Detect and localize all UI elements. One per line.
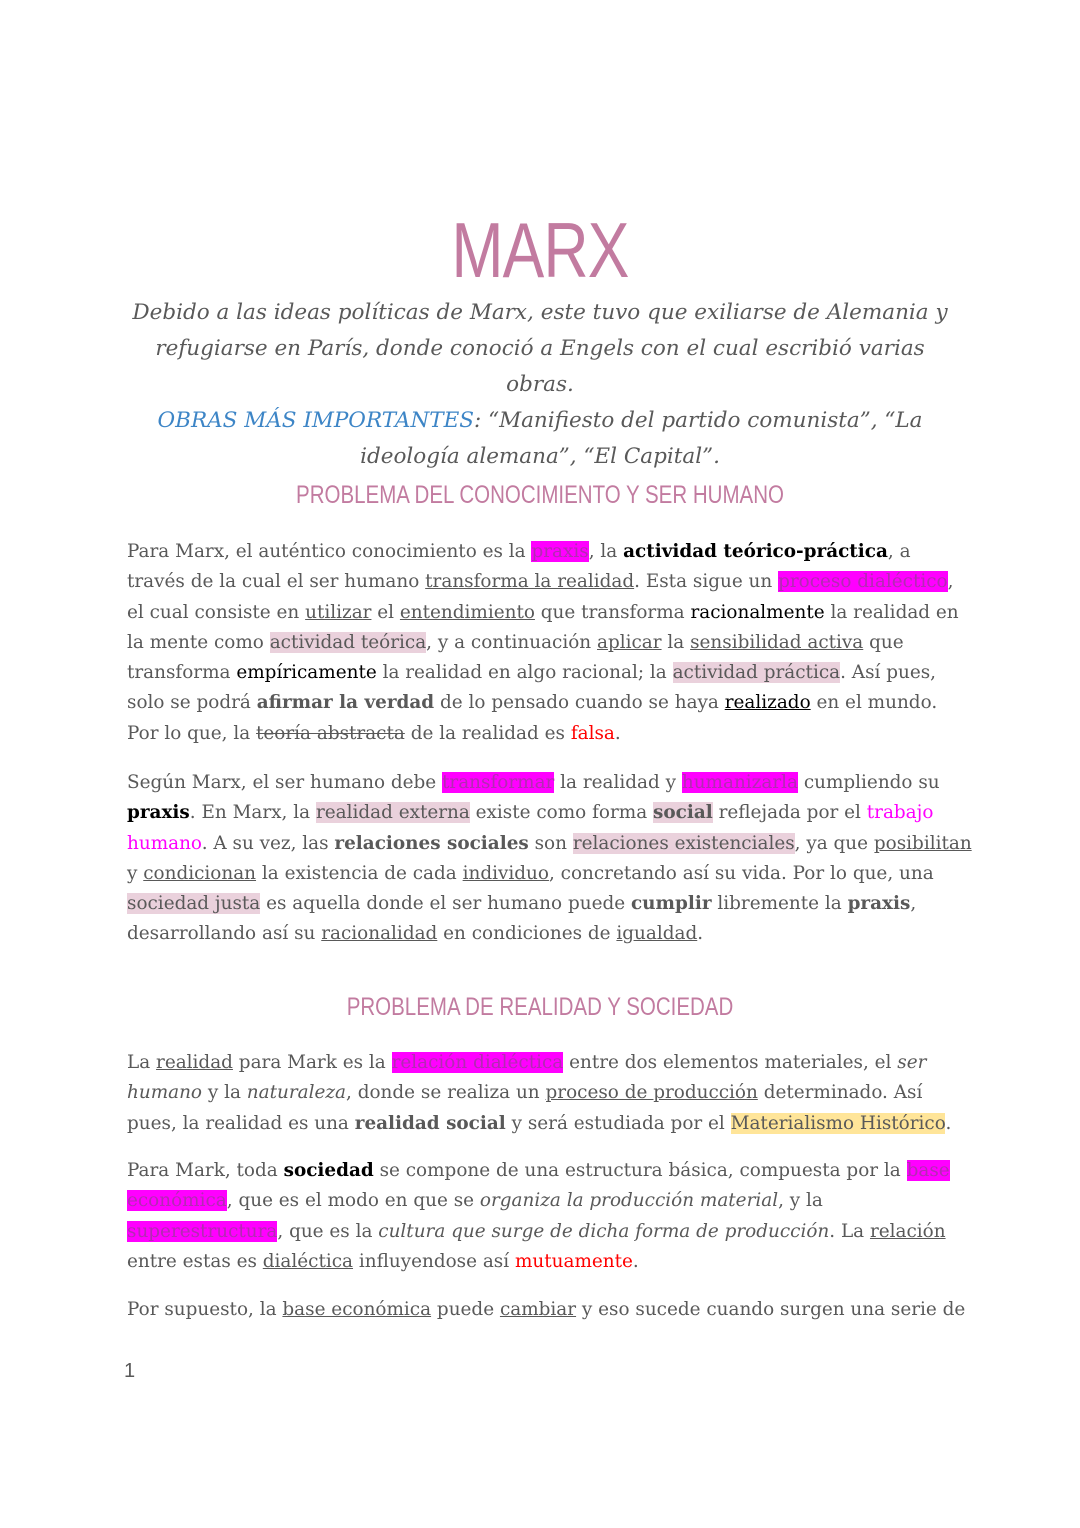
text-run: posibilitan — [873, 832, 972, 854]
intro-paragraph — [120, 295, 960, 475]
text-line — [127, 1217, 957, 1247]
text-run: , donde se realiza un — [346, 1082, 546, 1104]
text-run: . — [697, 923, 704, 945]
text-run: . A su vez, las — [201, 832, 335, 854]
text-line — [127, 567, 957, 597]
text-run: . En Marx, la — [189, 802, 316, 824]
text-run: la realidad y — [554, 772, 682, 793]
text-run: relaciones existenciales — [572, 832, 795, 854]
text-line — [127, 1186, 957, 1216]
text-run: igualdad — [616, 923, 698, 945]
text-line — [127, 1247, 957, 1277]
text-run: ser — [897, 1052, 927, 1073]
text-run: libremente la — [711, 893, 848, 915]
text-line — [127, 859, 957, 889]
text-run: , — [947, 571, 954, 593]
text-run: , y a continuación — [426, 631, 597, 653]
paragraph — [127, 1295, 966, 1325]
text-line — [127, 1295, 966, 1325]
text-run: falsa — [570, 722, 615, 744]
document-title: MARX — [451, 206, 629, 294]
text-line — [127, 658, 957, 688]
text-run: que — [863, 631, 904, 653]
text-run: económica — [127, 1190, 227, 1212]
text-run: y la — [202, 1082, 247, 1104]
text-run: realizado — [724, 692, 811, 714]
text-run: praxis — [127, 802, 190, 824]
text-run: praxis — [847, 893, 911, 915]
text-line — [127, 768, 957, 798]
text-run: influyendose así — [353, 1250, 515, 1272]
text-run: racionalidad — [321, 923, 438, 945]
text-run: cumpliendo su — [797, 772, 940, 793]
section-heading-conocimiento: PROBLEMA DEL CONOCIMIENTO Y SER HUMANO — [296, 481, 784, 509]
text-run: organiza la producción material — [479, 1190, 779, 1212]
text-run: Según Marx, el ser humano debe — [127, 772, 443, 793]
text-run: empíricamente — [236, 662, 377, 684]
text-run: condicionan — [143, 862, 257, 884]
text-run: . — [614, 722, 621, 744]
text-run: racionalmente — [690, 601, 825, 623]
text-run: , ya que — [794, 832, 874, 854]
text-run: actividad teórica — [269, 631, 427, 653]
text-run: actividad práctica — [672, 662, 841, 684]
text-run: la mente como — [127, 631, 270, 653]
text-run: social — [653, 802, 713, 824]
text-run: , que es la — [277, 1220, 379, 1242]
intro-line — [120, 403, 960, 439]
text-run: es aquella donde el ser humano puede — [260, 893, 631, 915]
text-line — [127, 1156, 957, 1186]
text-line — [127, 829, 972, 859]
text-run: dialéctica — [262, 1250, 354, 1272]
text-run: y eso sucede cuando surgen una serie de — [576, 1299, 966, 1320]
text-run: , concretando así su vida. Por lo que, una — [548, 862, 934, 884]
text-run: , la — [588, 541, 624, 562]
text-run: aplicar — [597, 631, 662, 653]
text-run: y será estudiada por el — [505, 1112, 731, 1134]
intro-line: Debido a las ideas políticas de Marx, este tuvo que exiliarse de Alemania y — [132, 300, 948, 325]
intro-line: refugiarse en París, donde conoció a Engels con el cual escribió varias obras. — [155, 336, 925, 397]
text-line — [127, 1078, 957, 1108]
paragraph — [127, 1156, 957, 1277]
text-run: solo se podrá — [127, 692, 257, 714]
text-run: naturaleza — [246, 1082, 347, 1104]
text-run: humano — [127, 1082, 203, 1104]
section-heading-realidad: PROBLEMA DE REALIDAD Y SOCIEDAD — [346, 993, 734, 1021]
text-run: . — [632, 1250, 639, 1272]
text-line — [127, 537, 957, 567]
text-run: mutuamente — [514, 1250, 633, 1272]
text-run: transformar — [442, 772, 555, 793]
text-run: el cual consiste en — [127, 601, 306, 623]
text-run: pues, la realidad es una — [127, 1112, 355, 1134]
text-run: sociedad — [283, 1160, 374, 1181]
text-run: desarrollando así su — [127, 923, 322, 945]
text-run: cambiar — [499, 1299, 577, 1320]
text-run: relación — [869, 1220, 946, 1242]
text-run: en el mundo. — [810, 692, 938, 714]
text-run: individuo — [462, 862, 549, 884]
text-run: la realidad en algo racional; la — [376, 662, 673, 684]
text-run: son — [528, 832, 573, 854]
text-run: utilizar — [305, 601, 372, 623]
text-run: sociedad justa — [127, 893, 261, 915]
text-line — [127, 919, 957, 949]
text-run: través de la cual el ser humano — [127, 571, 426, 593]
text-run: determinado. Así — [757, 1082, 923, 1104]
text-line — [127, 719, 957, 749]
text-run: la — [661, 631, 691, 653]
text-run: superestructura — [127, 1220, 278, 1242]
text-run: el — [371, 601, 400, 623]
text-run: , a — [887, 541, 911, 562]
text-run: Por supuesto, la — [127, 1299, 283, 1320]
text-run: proceso dialéctico — [778, 571, 948, 593]
text-run: afirmar la verdad — [256, 692, 435, 714]
page-number: 1 — [124, 1360, 136, 1382]
text-run: sensibilidad activa — [690, 631, 864, 653]
text-run: para Mark es la — [232, 1052, 392, 1073]
text-run: . Así pues, — [840, 662, 937, 684]
intro-line: ideología alemana”, “El Capital”. — [360, 444, 720, 469]
obras-list: : “Manifiesto del partido comunista”, “La — [474, 408, 923, 433]
text-run: Materialismo Histórico — [730, 1112, 946, 1134]
text-run: existe como forma — [469, 802, 654, 824]
text-run: relaciones sociales — [334, 832, 529, 854]
text-run: la existencia de cada — [256, 862, 463, 884]
text-run: de lo pensado cuando se haya — [434, 692, 725, 714]
text-run: teoría abstracta — [256, 722, 405, 744]
text-run: , que es el modo en que se — [226, 1190, 480, 1212]
text-run: trabajo — [866, 802, 934, 824]
text-run: humanizarla — [681, 772, 798, 793]
text-run: entre estas es — [127, 1250, 263, 1272]
text-run: puede — [431, 1299, 500, 1320]
text-run: , y la — [778, 1190, 823, 1212]
paragraph — [127, 537, 957, 749]
text-run: praxis — [531, 541, 589, 562]
text-run: que transforma — [534, 601, 691, 623]
text-run: , — [910, 893, 917, 915]
text-run: cumplir — [630, 893, 712, 915]
text-run: . — [945, 1112, 952, 1134]
text-run: se compone de una estructura básica, compuesta por la — [373, 1160, 907, 1181]
text-run: Por lo que, la — [127, 722, 257, 744]
text-run: la realidad en — [824, 601, 959, 623]
text-run: transforma — [127, 662, 237, 684]
text-run: cultura que surge de dicha forma de producción — [378, 1220, 830, 1242]
text-line — [127, 628, 957, 658]
text-run: realidad social — [354, 1112, 506, 1134]
text-run: entre dos elementos materiales, el — [563, 1052, 898, 1073]
text-line — [127, 1048, 957, 1078]
text-run: reflejada por el — [712, 802, 867, 824]
text-run: y — [127, 862, 144, 884]
paragraph — [127, 768, 972, 950]
text-run: realidad — [156, 1052, 233, 1073]
text-run: La — [127, 1052, 157, 1073]
text-line — [127, 688, 957, 718]
text-run: proceso de producción — [545, 1082, 758, 1104]
text-run: de la realidad es — [404, 722, 571, 744]
text-line — [127, 798, 957, 828]
text-run: base económica — [282, 1299, 432, 1320]
obras-label: OBRAS MÁS IMPORTANTES — [157, 408, 475, 433]
text-run: actividad teórico-práctica — [623, 541, 888, 562]
text-run: . Esta sigue un — [634, 571, 779, 593]
text-line — [127, 1109, 957, 1139]
text-run: base — [906, 1160, 950, 1181]
text-run: . La — [829, 1220, 870, 1242]
text-run: Para Marx, el auténtico conocimiento es la — [127, 541, 532, 562]
text-run: transforma la realidad — [425, 571, 635, 593]
text-run: relación dialéctica — [391, 1052, 564, 1073]
text-line — [127, 889, 957, 919]
text-run: realidad externa — [315, 802, 470, 824]
text-run: Para Mark, toda — [127, 1160, 284, 1181]
paragraph — [127, 1048, 957, 1139]
text-run: humano — [127, 832, 202, 854]
text-run: en condiciones de — [437, 923, 617, 945]
text-line — [127, 598, 957, 628]
text-run: entendimiento — [399, 601, 535, 623]
